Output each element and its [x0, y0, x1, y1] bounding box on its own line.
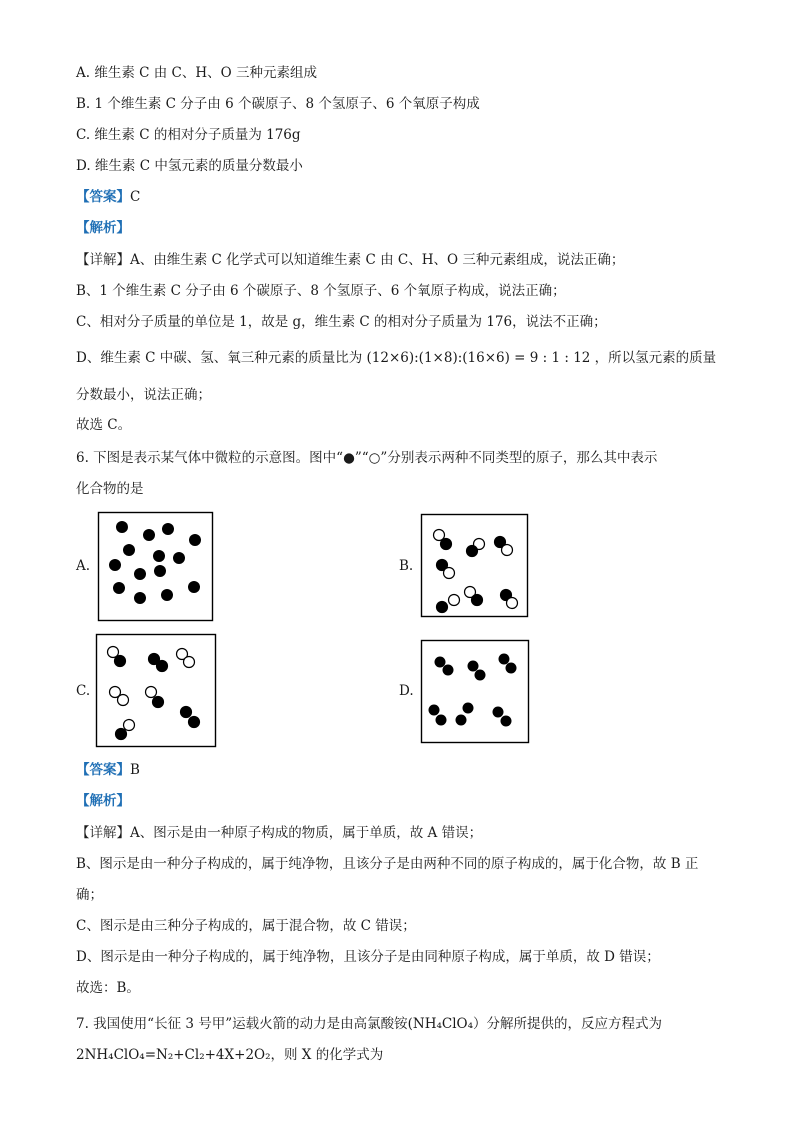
detail-text: A、图示是由一种原子构成的物质，属于单质，故 A 错误； [130, 825, 483, 841]
diagram-b [421, 514, 529, 618]
q6-detail-c: C、图示是由三种分子构成的，属于混合物，故 C 错误； [76, 918, 416, 934]
q6-detail-b-line1: B、图示是由一种分子构成的，属于纯净物，且该分子是由两种不同的原子构成的，属于化合物，故 B 正 [76, 856, 699, 872]
q5-detail-d-line2: 分数最小，说法正确； [76, 387, 211, 403]
diagram-d [421, 640, 530, 744]
q6-detail-d: D、图示是由一种分子构成的，属于纯净物，且该分子是由同种原子构成，属于单质，故 D 错误； [76, 949, 660, 965]
answer-tag: 【答案】 [76, 762, 130, 778]
detail-text: A、由维生素 C 化学式可以知道维生素 C 由 C、H、O 三种元素组成，说法正确； [130, 252, 625, 268]
q6-analysis-tag [76, 792, 130, 810]
q5-option-b: B. 1 个维生素 C 分子由 6 个碳原子、8 个氢原子、6 个氧原子构成 [76, 96, 480, 112]
q7-stem-line1: 7. 我国使用“长征 3 号甲”运载火箭的动力是由高氯酸铵(NH₄ClO₄）分解所提供的，反应方程式为 [76, 1016, 663, 1032]
q6-answer-line [76, 761, 140, 779]
diagram-a-label: A. [76, 558, 91, 574]
q6-conclusion: 故选：B。 [76, 980, 140, 996]
answer-value: C [130, 189, 141, 205]
q6-detail-a [76, 824, 482, 842]
q5-option-c: C. 维生素 C 的相对分子质量为 176g [76, 127, 301, 143]
q7-stem-line2: 2NH₄ClO₄=N₂+Cl₂+4X+2O₂，则 X 的化学式为 [76, 1047, 384, 1063]
q5-detail-c: C、相对分子质量的单位是 1，故是 g，维生素 C 的相对分子质量为 176，说法不正确； [76, 314, 607, 330]
q5-option-d: D. 维生素 C 中氢元素的质量分数最小 [76, 158, 303, 174]
q5-detail-a [76, 251, 624, 269]
diagram-a [98, 512, 214, 622]
answer-tag: 【答案】 [76, 189, 130, 205]
analysis-tag: 【解析】 [76, 220, 130, 236]
q6-stem-line2: 化合物的是 [76, 481, 144, 497]
diagram-c [96, 634, 217, 748]
q5-analysis-tag [76, 219, 130, 237]
q6-stem-line1: 6. 下图是表示某气体中微粒的示意图。图中“●”“○”分别表示两种不同类型的原子，那么其中表示 [76, 450, 658, 466]
answer-value: B [130, 762, 140, 778]
q5-detail-b: B、1 个维生素 C 分子由 6 个碳原子、8 个氢原子、6 个氧原子构成，说法正确； [76, 283, 566, 299]
q5-option-a: A. 维生素 C 由 C、H、O 三种元素组成 [76, 65, 317, 81]
analysis-tag: 【解析】 [76, 793, 130, 809]
q5-conclusion: 故选 C。 [76, 417, 132, 433]
detail-tag: 【详解】 [76, 825, 130, 841]
q6-detail-b-line2: 确； [76, 887, 103, 903]
diagram-c-label: C. [76, 683, 91, 699]
detail-tag: 【详解】 [76, 252, 130, 268]
diagram-d-label: D. [399, 683, 414, 699]
q5-answer-line [76, 188, 140, 206]
q5-detail-d-line1: D、维生素 C 中碳、氢、氧三种元素的质量比为 (12×6):(1×8):(16×6) = 9 : 1 : 12 ，所以氢元素的质量 [76, 350, 717, 366]
diagram-b-label: B. [399, 558, 414, 574]
